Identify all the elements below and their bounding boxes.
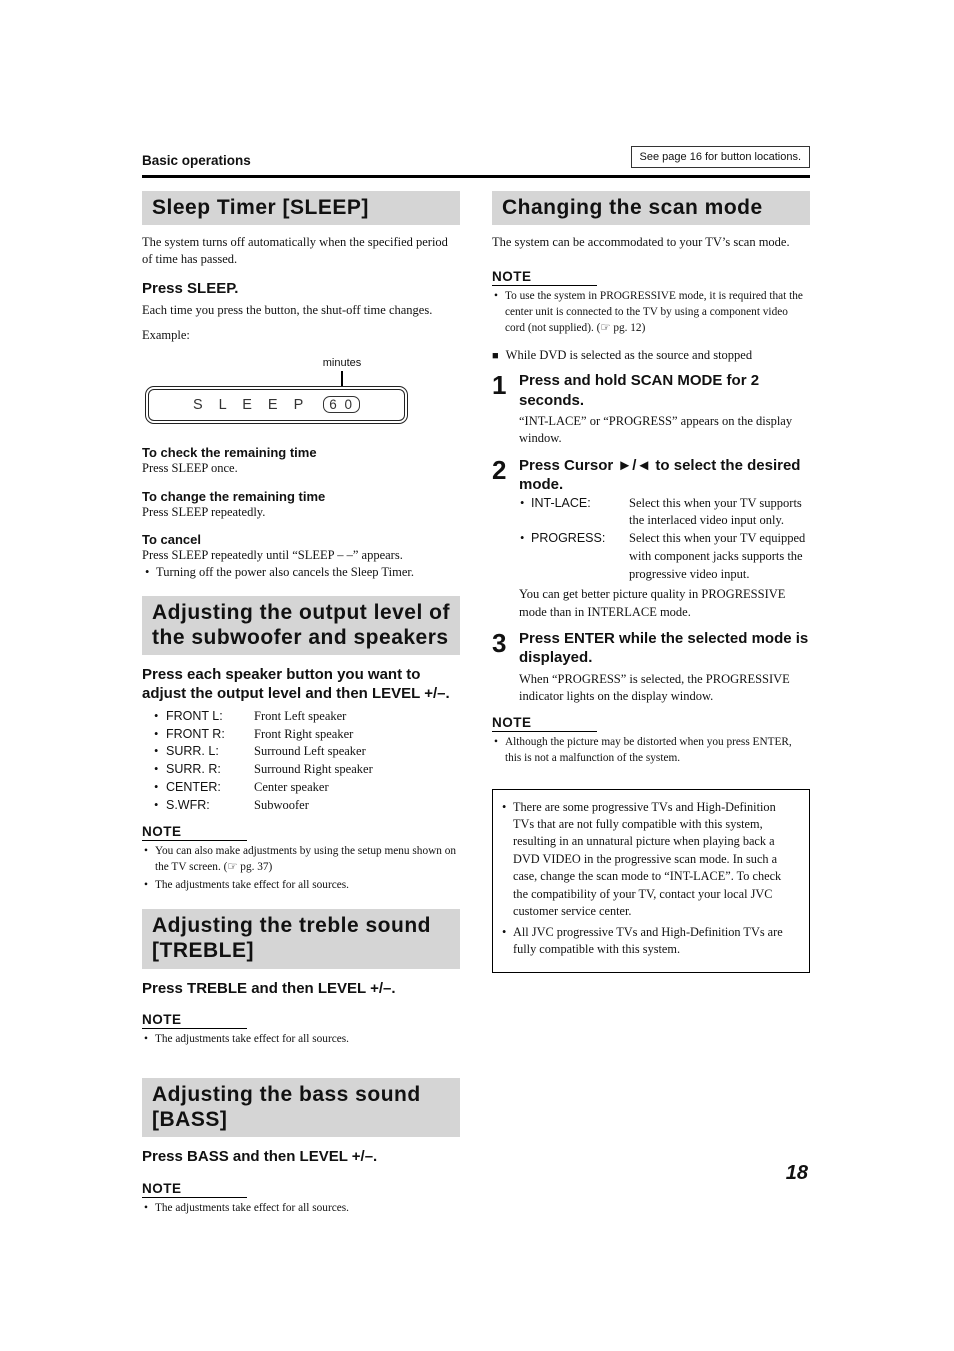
note-item: • To use the system in PROGRESSIVE mode, it is required that the center unit is connected to the TV by using a component video cord (not supplied). (☞ pg. 12) — [492, 289, 810, 336]
left-column — [142, 191, 460, 1218]
speaker-row — [142, 708, 460, 726]
note-item: • The adjustments take effect for all sources. — [142, 878, 460, 894]
mode-option-row — [519, 495, 810, 531]
compatibility-note-box — [492, 789, 810, 973]
mode-option-row — [519, 530, 810, 583]
condition-text: While DVD is selected as the source and stopped — [505, 348, 753, 363]
output-level-action: Press each speaker button you want to adjust the output level and then LEVEL +/–. — [142, 665, 450, 703]
sub-check-time-body: Press SLEEP once. — [142, 460, 238, 475]
page-number: 18 — [785, 1162, 808, 1184]
mode-option-label: • PROGRESS: — [519, 530, 629, 583]
note-item: • You can also make adjustments by using the setup menu shown on the TV screen. (☞ pg. 37) — [142, 844, 460, 875]
heading-scan-mode: Changing the scan mode — [492, 191, 810, 225]
cancel-bullet: • Turning off the power also cancels the Sleep Timer. — [142, 564, 460, 581]
scan-intro: The system can be accommodated to your TV’s scan mode. — [492, 235, 790, 250]
speaker-row — [142, 726, 460, 744]
speaker-row — [142, 743, 460, 761]
step-3 — [492, 629, 810, 706]
bass-action: Press BASS and then LEVEL +/–. — [142, 1148, 378, 1165]
heading-treble: Adjusting the treble sound [TREBLE] — [142, 909, 460, 968]
page-header — [142, 146, 810, 168]
step-heading: Press and hold SCAN MODE for 2 seconds. — [519, 372, 760, 409]
square-bullet-icon: ■ — [492, 350, 499, 363]
note-label: NOTE — [142, 824, 247, 841]
speaker-label: • CENTER: — [142, 779, 254, 797]
button-locations-ref-box: See page 16 for button locations. — [631, 146, 810, 168]
note-item: • The adjustments take effect for all sources. — [142, 1032, 460, 1048]
sleep-display-diagram — [142, 357, 460, 433]
display-text: S L E E P — [192, 396, 310, 413]
speaker-desc: Surround Left speaker — [254, 744, 366, 759]
display-window — [145, 386, 408, 424]
speaker-desc: Surround Right speaker — [254, 762, 373, 777]
sleep-intro: The system turns off automatically when the specified period of time has passed. — [142, 235, 448, 267]
note-label: NOTE — [142, 1012, 247, 1029]
step-number: 2 — [492, 454, 507, 485]
sleep-action: Press SLEEP. — [142, 279, 239, 297]
note-item: • The adjustments take effect for all sources. — [142, 1201, 460, 1217]
sub-change-time: To change the remaining time — [142, 488, 326, 504]
mode-option-desc: Select this when your TV equipped with component jacks supports the progressive video input. — [629, 531, 806, 581]
mode-option-label: • INT-LACE: — [519, 495, 629, 531]
sub-cancel: To cancel — [142, 532, 202, 548]
speaker-desc: Front Right speaker — [254, 726, 354, 741]
speaker-row — [142, 761, 460, 779]
section-title: Basic operations — [142, 153, 251, 168]
step-number: 1 — [492, 370, 507, 401]
speaker-desc: Center speaker — [254, 779, 329, 794]
note-label: NOTE — [142, 1181, 247, 1198]
display-value: 6 0 — [323, 396, 360, 413]
heading-output-level: Adjusting the output level of the subwoofer and speakers — [142, 596, 460, 655]
header-rule — [142, 175, 810, 178]
speaker-label: • FRONT R: — [142, 726, 254, 744]
note-label: NOTE — [492, 269, 597, 286]
output-level-notes — [142, 844, 460, 893]
speaker-desc: Subwoofer — [254, 797, 309, 812]
speaker-label: • SURR. L: — [142, 743, 254, 761]
note-item: • Although the picture may be distorted when you press ENTER, this is not a malfunction of the system. — [492, 735, 810, 766]
treble-notes — [142, 1032, 460, 1048]
sub-check-time: To check the remaining time — [142, 444, 317, 460]
step-desc: “INT-LACE” or “PROGRESS” appears on the display window. — [519, 414, 793, 446]
mode-option-desc: Select this when your TV supports the interlaced video input only. — [629, 495, 802, 528]
minutes-label: minutes — [322, 356, 362, 369]
right-column — [492, 191, 810, 1218]
heading-sleep-timer: Sleep Timer [SLEEP] — [142, 191, 460, 225]
speaker-label: • SURR. R: — [142, 761, 254, 779]
example-label: Example: — [142, 328, 190, 343]
treble-action: Press TREBLE and then LEVEL +/–. — [142, 979, 396, 997]
speaker-row — [142, 779, 460, 797]
scan-notes-2 — [492, 735, 810, 766]
speaker-label: • S.WFR: — [142, 797, 254, 815]
speaker-label: • FRONT L: — [142, 708, 254, 726]
sub-change-time-body: Press SLEEP repeatedly. — [142, 504, 266, 519]
speaker-list — [142, 708, 460, 815]
box-note-item: • All JVC progressive TVs and High-Definition TVs are fully compatible with this system. — [499, 924, 799, 959]
note-label: NOTE — [492, 715, 597, 732]
step-1 — [492, 371, 810, 448]
condition-line — [492, 348, 810, 363]
cancel-bullets — [142, 564, 460, 581]
speaker-desc: Front Left speaker — [254, 708, 347, 723]
step-desc: You can get better picture quality in PROGRESSIVE mode than in INTERLACE mode. — [519, 587, 786, 619]
speaker-row — [142, 797, 460, 815]
step-heading: Press Cursor ►/◄ to select the desired mode. — [519, 456, 801, 494]
step-desc: When “PROGRESS” is selected, the PROGRESSIVE indicator lights on the display window. — [519, 671, 790, 704]
manual-page — [142, 146, 810, 1218]
step-heading: Press ENTER while the selected mode is displayed. — [519, 629, 809, 667]
pointer-line — [341, 371, 343, 386]
scan-notes — [492, 289, 810, 336]
bass-notes — [142, 1201, 460, 1217]
heading-bass: Adjusting the bass sound [BASS] — [142, 1078, 460, 1137]
sleep-action-desc: Each time you press the button, the shut-off time changes. — [142, 303, 433, 318]
sub-cancel-body: Press SLEEP repeatedly until “SLEEP – –” appears. — [142, 548, 403, 563]
box-note-item: • There are some progressive TVs and High-Definition TVs that are not fully compatible with this system, resulting in an unnatural picture when playing back a DVD VIDEO in the progressive scan mode. In such a case, change the scan mode to “INT-LACE”. To check the compatibility of your TV, contact your local JVC customer service center. — [499, 799, 799, 921]
step-number: 3 — [492, 627, 507, 658]
step-2 — [492, 456, 810, 621]
